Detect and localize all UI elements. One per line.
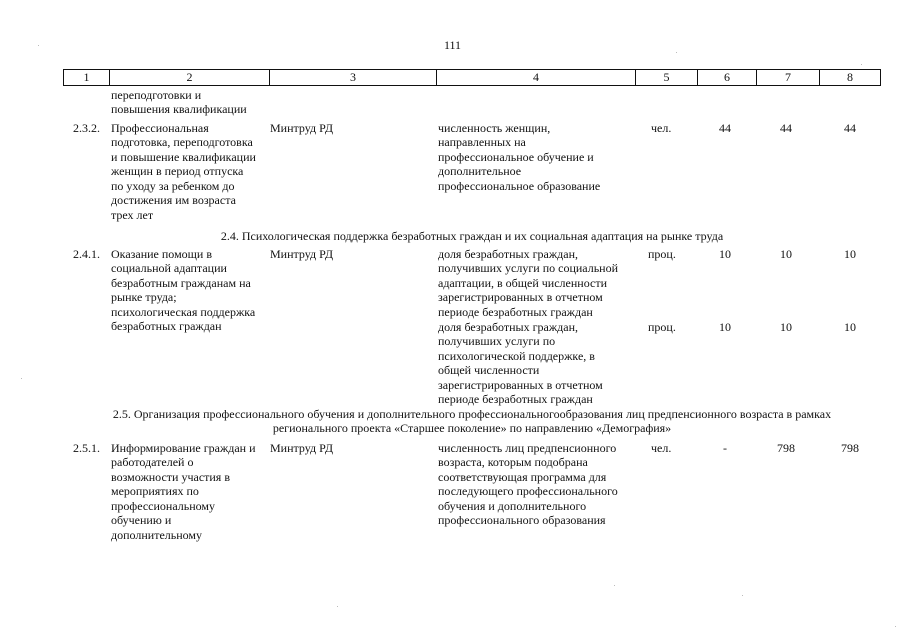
row-name-line: возможности участия в [111, 470, 230, 484]
row-indicator-line: психологической поддержке, в [438, 349, 595, 363]
row-name-line: профессиональному [111, 499, 215, 513]
header-col-3: 3 [270, 70, 437, 85]
header-col-4: 4 [437, 70, 636, 85]
scan-speck [895, 626, 896, 627]
row-indicator-line: численность женщин, [438, 121, 551, 135]
row-value-col6: 44 [719, 121, 731, 135]
row-value-col6: 10 [719, 320, 731, 334]
scan-speck [742, 595, 743, 596]
row-unit: чел. [651, 441, 672, 455]
continuation-line: переподготовки и [111, 88, 202, 102]
row-value-col8: 798 [841, 441, 859, 455]
row-indicator-line: зарегистрированных в отчетном [438, 378, 603, 392]
row-unit: проц. [648, 320, 676, 334]
row-name-line: по уходу за ребенком до [111, 179, 235, 193]
row-indicator-line: общей численности [438, 363, 540, 377]
scan-speck [614, 585, 615, 586]
scan-speck [676, 52, 677, 53]
row-name-line: обучению и [111, 513, 172, 527]
row-name-line: и повышение квалификации [111, 150, 256, 164]
header-col-8: 8 [847, 70, 853, 84]
section-heading: 2.4. Психологическая поддержка безработных граждан и их социальная адаптация на рынке труда [220, 229, 724, 243]
row-name-line: мероприятиях по [111, 484, 199, 498]
continuation-line: повышения квалификации [111, 102, 247, 116]
row-name-line: трех лет [111, 208, 154, 222]
row-value-col7: 44 [780, 121, 792, 135]
row-name-line: Оказание помощи в [111, 247, 212, 261]
row-value-col7: 798 [777, 441, 795, 455]
row-name-line: женщин в период отпуска [111, 164, 244, 178]
section-heading: 2.5. Организация профессионального обучения и дополнительного профессиональногообразования лиц предпенсионного возраста в рамках [112, 407, 832, 421]
header-col-5: 5 [636, 70, 698, 85]
row-executor: Минтруд РД [270, 121, 334, 135]
row-number: 2.3.2. [73, 121, 100, 135]
row-name-line: безработным гражданам на [111, 276, 251, 290]
row-indicator-line: периоде безработных граждан [438, 392, 593, 406]
row-value-col8: 44 [844, 121, 856, 135]
row-indicator-line: обучения и дополнительного [438, 499, 587, 513]
row-indicator-line: последующего профессионального [438, 484, 618, 498]
row-unit: проц. [648, 247, 676, 261]
row-indicator-line: зарегистрированных в отчетном [438, 290, 603, 304]
row-name-line: психологическая поддержка [111, 305, 256, 319]
row-indicator-line: профессиональное образование [438, 179, 601, 193]
row-name-line: Профессиональная [111, 121, 209, 135]
row-value-col6: - [723, 441, 727, 455]
row-name-line: рынке труда; [111, 290, 177, 304]
row-name-line: дополнительному [111, 528, 203, 542]
table-header [63, 69, 881, 86]
row-indicator-line: направленных на [438, 135, 526, 149]
row-executor: Минтруд РД [270, 441, 334, 455]
row-name-line: работодателей о [111, 455, 194, 469]
row-indicator-line: получивших услуги по [438, 334, 556, 348]
row-name-line: подготовка, переподготовка [111, 135, 253, 149]
row-indicator-line: дополнительное [438, 164, 522, 178]
row-indicator-line: соответствующая программа для [438, 470, 607, 484]
row-value-col8: 10 [844, 247, 856, 261]
row-indicator-line: профессионального образования [438, 513, 606, 527]
scan-speck [21, 378, 22, 379]
header-col-7: 7 [757, 70, 820, 85]
row-number: 2.5.1. [73, 441, 100, 455]
header-col-6: 6 [698, 70, 757, 85]
row-value-col8: 10 [844, 320, 856, 334]
row-indicator-line: периоде безработных граждан [438, 305, 593, 319]
row-indicator-line: профессиональное обучение и [438, 150, 594, 164]
row-name-line: Информирование граждан и [111, 441, 256, 455]
page-number: 111 [443, 38, 462, 52]
row-indicator-line: возраста, которым подобрана [438, 455, 588, 469]
header-col-1: 1 [64, 70, 110, 85]
row-name-line: социальной адаптации [111, 261, 227, 275]
row-value-col6: 10 [719, 247, 731, 261]
row-value-col7: 10 [780, 320, 792, 334]
row-indicator-line: адаптации, в общей численности [438, 276, 607, 290]
row-number: 2.4.1. [73, 247, 100, 261]
row-indicator-line: получивших услуги по социальной [438, 261, 619, 275]
scan-speck [337, 606, 338, 607]
scan-speck [861, 64, 862, 65]
row-indicator-line: численность лиц предпенсионного [438, 441, 617, 455]
scan-speck [38, 45, 39, 46]
row-indicator-line: доля безработных граждан, [438, 320, 579, 334]
section-heading: регионального проекта «Старшее поколение» по направлению «Демография» [272, 421, 672, 435]
row-value-col7: 10 [780, 247, 792, 261]
row-indicator-line: доля безработных граждан, [438, 247, 579, 261]
row-name-line: достижения им возраста [111, 193, 236, 207]
row-unit: чел. [651, 121, 672, 135]
row-name-line: безработных граждан [111, 319, 222, 333]
row-executor: Минтруд РД [270, 247, 334, 261]
header-col-2: 2 [110, 70, 270, 85]
